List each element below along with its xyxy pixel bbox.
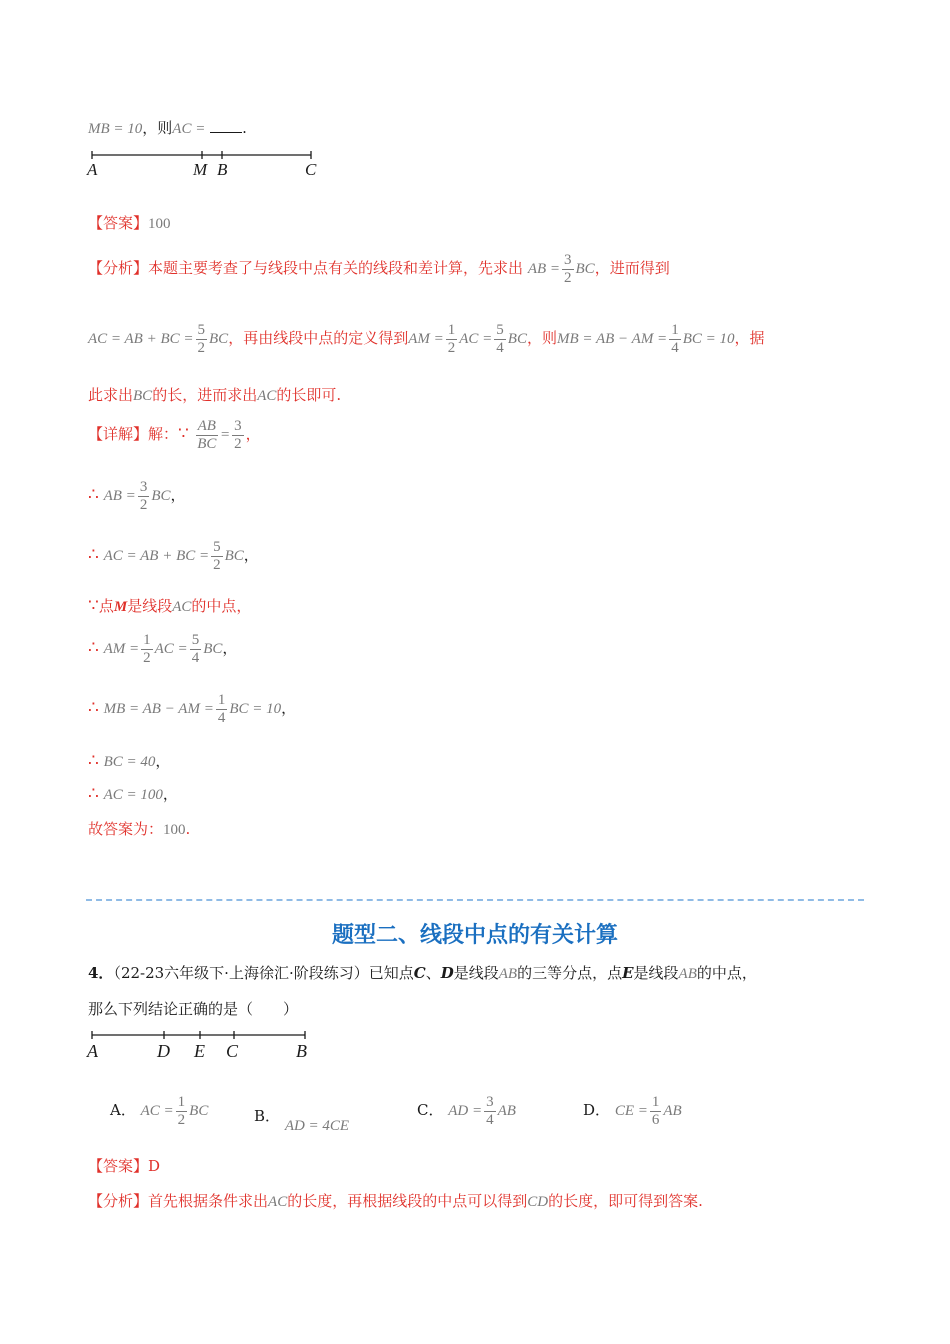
label-d: D xyxy=(157,1041,170,1061)
detail-step-5: ∴ MB = AB − AM = $\frac{1}{4}$ BC = 10， xyxy=(88,692,297,726)
q3-stem xyxy=(88,117,247,138)
detail-step-6: ∴ BC = 40， xyxy=(88,751,171,771)
label-a: A xyxy=(87,1041,98,1061)
question-source: （22-23六年级下·上海徐汇·阶段练习） xyxy=(113,964,369,982)
detail-step-4: ∴ AM = $\frac{1}{2}$ AC = $\frac{5}{4}$ BC， xyxy=(88,632,238,666)
label-c: C xyxy=(305,160,317,179)
detail-1-header: 【详解】解：∵ $\frac{AB}{BC}$ = $\frac{3}{2}$ ， xyxy=(88,418,261,452)
analysis-tag: 【分析】 xyxy=(88,258,149,277)
label-a: A xyxy=(87,160,98,179)
option-c[interactable]: C． AD = $\frac{3}{4}$ AB xyxy=(417,1094,516,1128)
detail-step-2: ∴ AC = AB + BC = $\frac{5}{2}$ BC， xyxy=(88,539,259,573)
detail-tag: 【详解】 xyxy=(88,424,149,443)
analysis-1-line-2 xyxy=(88,322,765,357)
final-answer: 故答案为：100. xyxy=(88,820,191,838)
answer-1 xyxy=(88,212,171,233)
answer-blank xyxy=(210,120,242,133)
label-e: E xyxy=(194,1041,205,1061)
label-c: C xyxy=(226,1041,239,1061)
analysis-math: AB = $\frac{3}{2}$ BC xyxy=(527,252,595,286)
analysis-math-2: AM = $\frac{1}{2}$ AC = $\frac{5}{4}$ BC xyxy=(408,322,527,356)
analysis-text: 本题主要考查了与线段中点有关的线段和差计算，先求出 xyxy=(148,258,524,277)
segment-figure-1 xyxy=(86,146,326,180)
analysis-1-line-3: 此求出BC的长，进而求出AC的长即可. xyxy=(88,386,342,404)
section-title: 题型二、线段中点的有关计算 xyxy=(331,923,618,948)
analysis-text-3: ，据 xyxy=(734,328,765,347)
answer-value: 100 xyxy=(148,216,171,232)
fraction: $\frac{3}{2}$ xyxy=(564,252,572,286)
segment-figure-2 xyxy=(86,1026,326,1062)
label-m: M xyxy=(193,160,208,179)
option-b[interactable]: B． AD = 4CE xyxy=(254,1107,350,1134)
section-divider xyxy=(86,899,864,901)
detail-step-1: ∴ AB = $\frac{3}{2}$ BC， xyxy=(88,479,186,513)
analysis-1-line-1 xyxy=(88,252,670,287)
question-number: 4． xyxy=(88,964,114,982)
option-a[interactable]: A． AC = $\frac{1}{2}$ BC xyxy=(110,1094,209,1128)
detail-step-7: ∴ AC = 100， xyxy=(88,784,178,804)
q3-stem-ac: AC = xyxy=(172,121,206,137)
question-4-line-1: 4．（22-23六年级下·上海徐汇·阶段练习）已知点C、D是线段AB的三等分点，点E是线段AB的中点， xyxy=(88,964,757,982)
label-b: B xyxy=(217,160,228,179)
analysis-tag: 【分析】 xyxy=(88,1192,149,1210)
analysis-tail: ，进而得到 xyxy=(594,258,670,277)
detail-ratio: $\frac{AB}{BC}$ = $\frac{3}{2}$ xyxy=(197,418,242,452)
question-4-line-2: 那么下列结论正确的是（ ） xyxy=(88,1000,299,1018)
answer-value: D xyxy=(148,1157,161,1175)
answer-tag: 【答案】 xyxy=(88,214,149,232)
label-b: B xyxy=(296,1041,307,1061)
analysis-2: 【分析】首先根据条件求出AC的长度，再根据线段的中点可以得到CD的长度，即可得到答案. xyxy=(88,1192,703,1210)
q3-stem-end: . xyxy=(242,119,247,137)
answer-tag: 【答案】 xyxy=(88,1157,149,1175)
analysis-math-1: AC = AB + BC = $\frac{5}{2}$ BC xyxy=(88,322,229,356)
analysis-text-1: ，再由线段中点的定义得到 xyxy=(228,328,409,347)
therefore-symbol: ∴ xyxy=(88,484,99,505)
because-symbol: ∵ xyxy=(178,423,189,444)
option-d[interactable]: D． CE = $\frac{1}{6}$ AB xyxy=(583,1094,682,1128)
detail-step-3: ∵点M是线段AC的中点， xyxy=(88,596,252,616)
analysis-text-2: ，则 xyxy=(526,328,557,347)
q3-stem-math: MB = 10 xyxy=(88,121,143,137)
q3-stem-mid: ，则 xyxy=(142,119,173,137)
answer-2 xyxy=(88,1155,160,1176)
analysis-math-3: MB = AB − AM = $\frac{1}{4}$ BC = 10 xyxy=(556,322,735,356)
